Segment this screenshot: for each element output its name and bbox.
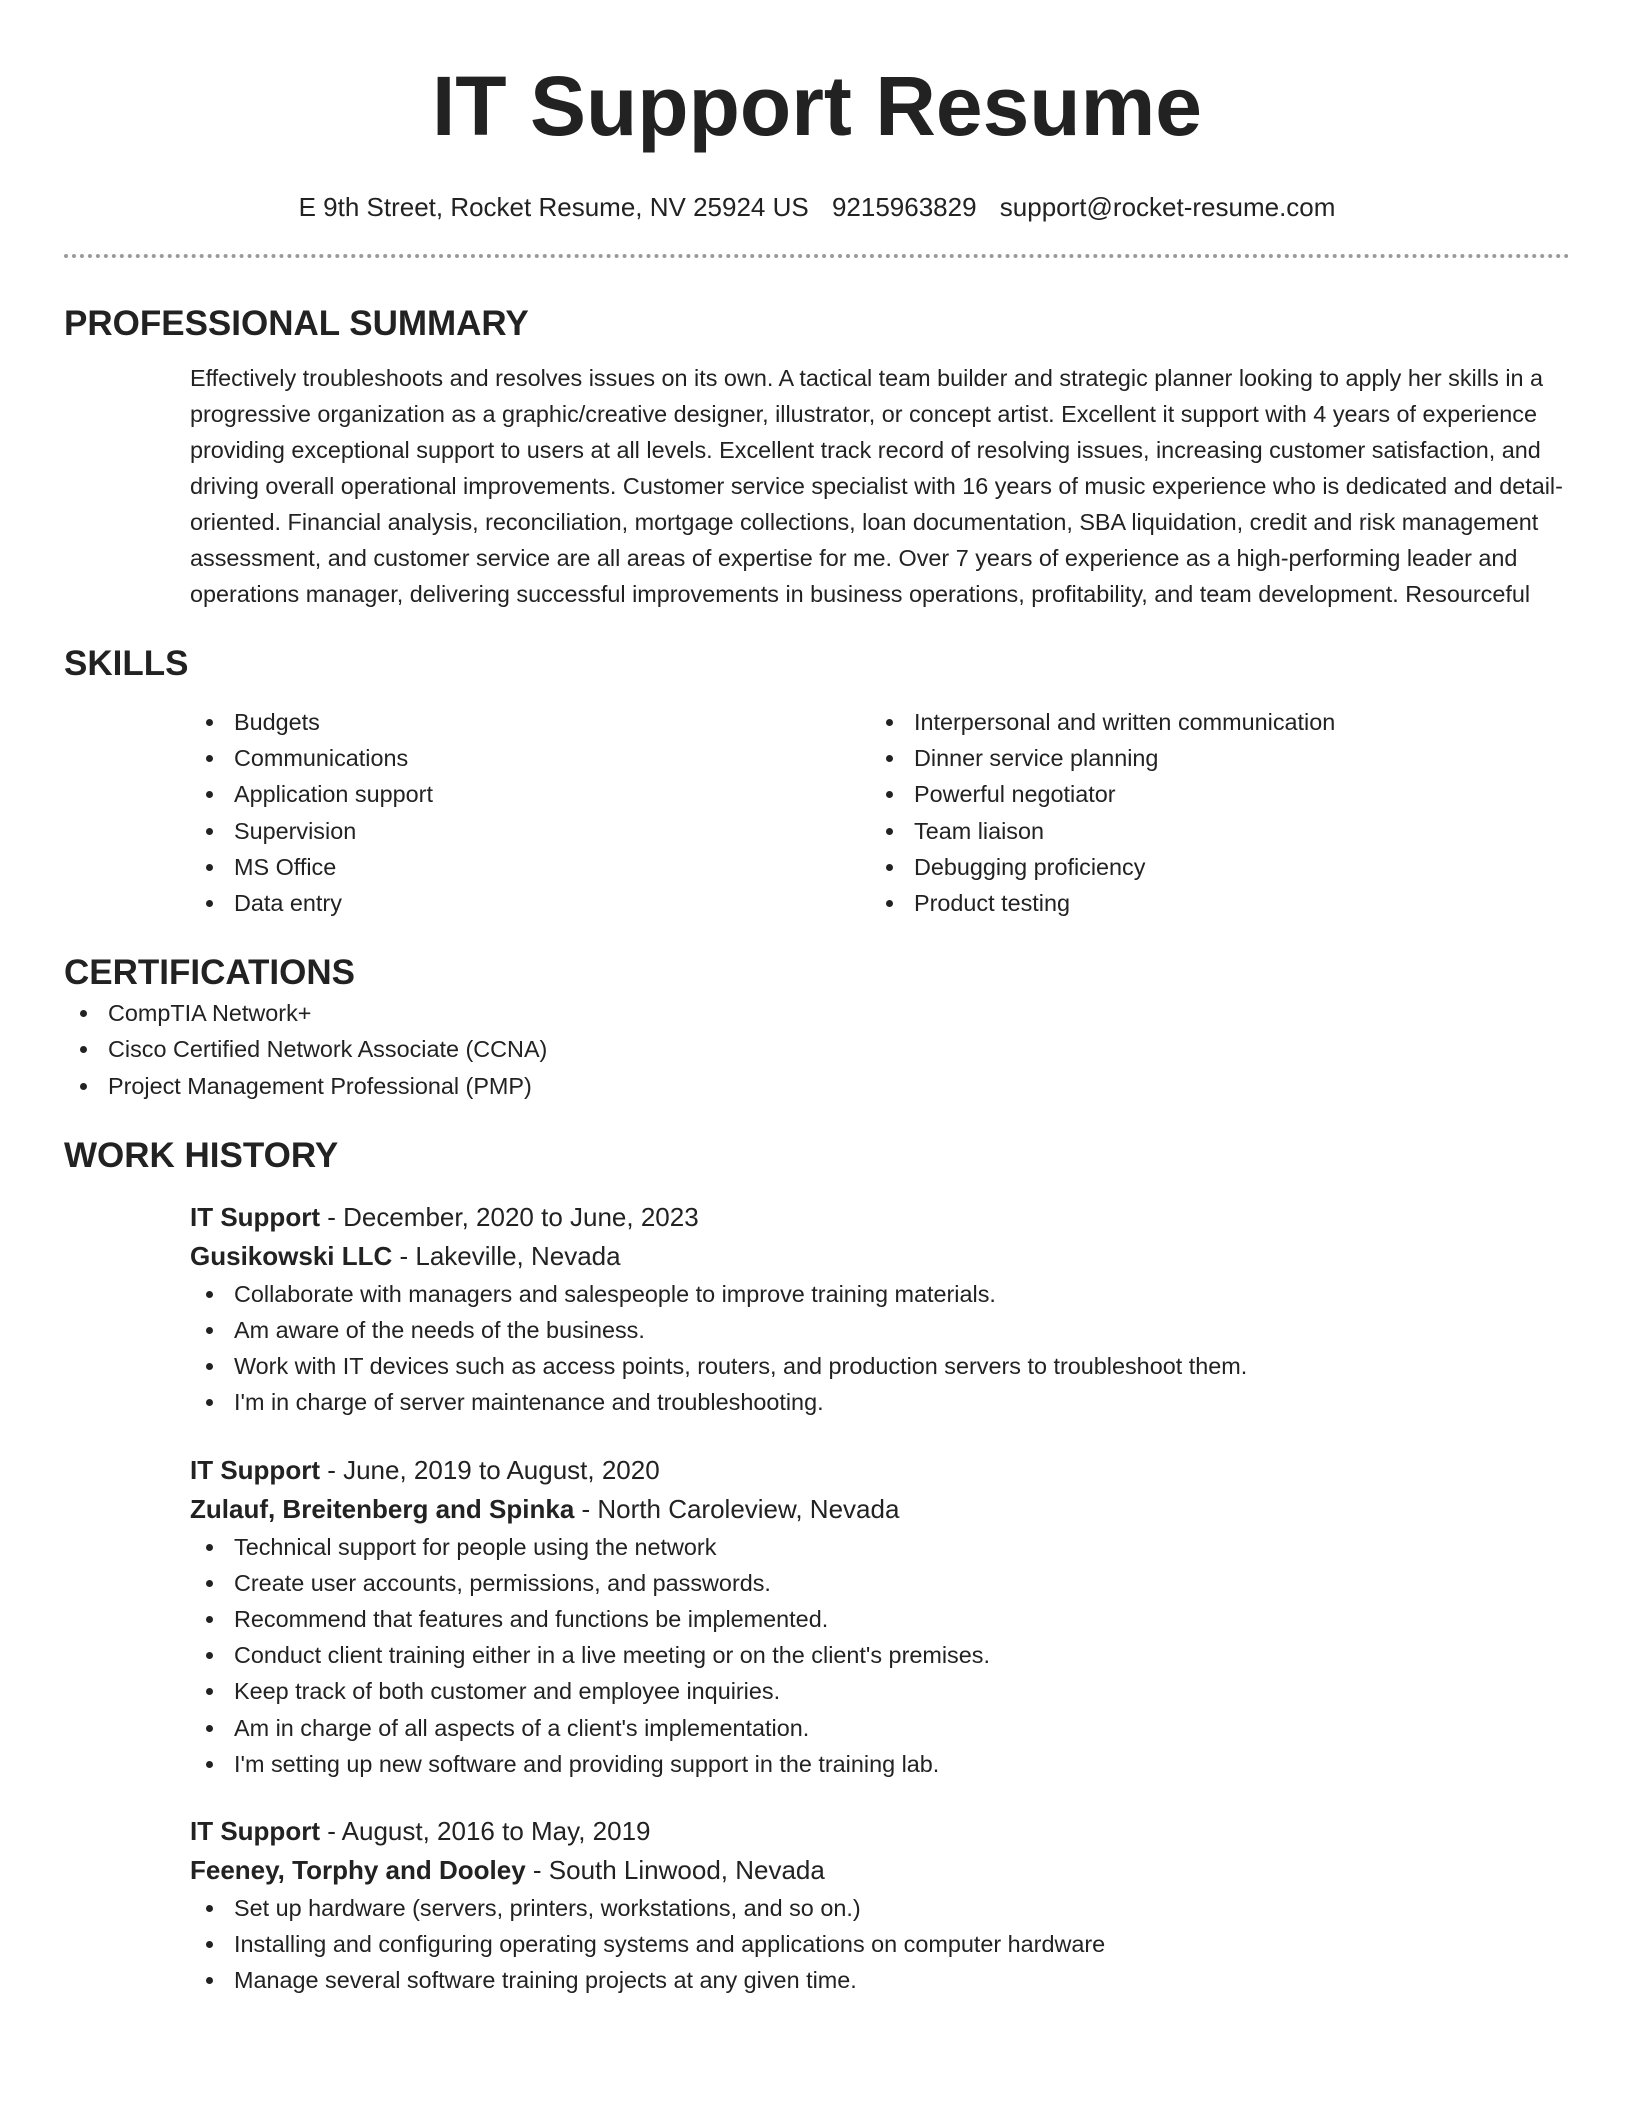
- list-item: Cisco Certified Network Associate (CCNA): [64, 1031, 1570, 1067]
- job-company-line: [190, 1851, 1570, 1890]
- list-item: Keep track of both customer and employee inquiries.: [190, 1673, 1570, 1709]
- summary-section: [64, 302, 1570, 612]
- list-item: Powerful negotiator: [870, 776, 1550, 812]
- list-item: Debugging proficiency: [870, 849, 1550, 885]
- list-item: Application support: [190, 776, 870, 812]
- job-dates: - June, 2019 to August, 2020: [319, 1454, 660, 1485]
- job-role: IT Support: [190, 1201, 320, 1232]
- list-item: Manage several software training projects at any given time.: [190, 1962, 1570, 1998]
- job-duties: [190, 1890, 1570, 1999]
- list-item: CompTIA Network+: [64, 995, 1570, 1031]
- list-item: Installing and configuring operating systems and applications on computer hardware: [190, 1926, 1570, 1962]
- list-item: Communications: [190, 740, 870, 776]
- work-history-heading: WORK HISTORY: [64, 1135, 339, 1175]
- contact-email: support@rocket-resume.com: [999, 192, 1336, 222]
- job-company: Zulauf, Breitenberg and Spinka: [190, 1493, 575, 1524]
- list-item: Collaborate with managers and salespeople to improve training materials.: [190, 1276, 1570, 1312]
- list-item: Product testing: [870, 885, 1550, 921]
- list-item: Budgets: [190, 704, 870, 740]
- list-item: Data entry: [190, 885, 870, 921]
- contact-phone: 9215963829: [831, 192, 977, 222]
- skills-left-column: [190, 704, 870, 921]
- job-dates: - August, 2016 to May, 2019: [319, 1816, 651, 1847]
- certifications-section: [64, 951, 1570, 1104]
- list-item: Recommend that features and functions be implemented.: [190, 1601, 1570, 1637]
- list-item: Conduct client training either in a live meeting or on the client's premises.: [190, 1637, 1570, 1673]
- job-company-line: [190, 1237, 1570, 1276]
- skills-grid: [190, 704, 1570, 921]
- list-item: Set up hardware (servers, printers, workstations, and so on.): [190, 1890, 1570, 1926]
- skills-right-column: [870, 704, 1550, 921]
- list-item: Create user accounts, permissions, and passwords.: [190, 1565, 1570, 1601]
- list-item: MS Office: [190, 849, 870, 885]
- list-item: Work with IT devices such as access points, routers, and production servers to troubleshoot them.: [190, 1348, 1570, 1384]
- header-divider: [64, 254, 1570, 258]
- job-company-line: [190, 1490, 1570, 1529]
- job-title-line: [190, 1451, 1570, 1490]
- job-location: - North Caroleview, Nevada: [574, 1493, 900, 1524]
- summary-heading: PROFESSIONAL SUMMARY: [64, 304, 529, 343]
- job-entry: [190, 1451, 1570, 1782]
- list-item: Am in charge of all aspects of a client's implementation.: [190, 1710, 1570, 1746]
- job-role: IT Support: [190, 1454, 320, 1485]
- job-duties: [190, 1529, 1570, 1782]
- job-entry: [190, 1198, 1570, 1421]
- job-title-line: [190, 1812, 1570, 1851]
- job-location: - South Linwood, Nevada: [525, 1855, 825, 1886]
- job-location: - Lakeville, Nevada: [392, 1240, 621, 1271]
- summary-text: Effectively troubleshoots and resolves issues on its own. A tactical team builder and strategic planner looking to apply her skills in a progressive organization as a graphic/creative designer, illustrator, or concept artist. Excellent it support with 4 years of experience providing exceptional support to users at all levels. Excellent track record of resolving issues, increasing customer satisfaction, and driving overall operational improvements. Customer service specialist with 16 years of music experience who is dedicated and detail-oriented. Financial analysis, reconciliation, mortgage collections, loan documentation, SBA liquidation, credit and risk management assessment, and customer service are all areas of expertise for me. Over 7 years of experience as a high-performing leader and operations manager, delivering successful improvements in business operations, profitability, and team development. Resourceful: [190, 365, 1563, 607]
- list-item: I'm in charge of server maintenance and troubleshooting.: [190, 1384, 1570, 1420]
- resume-page: [64, 0, 1570, 1999]
- job-title-line: [190, 1198, 1570, 1237]
- list-item: Supervision: [190, 813, 870, 849]
- list-item: Interpersonal and written communication: [870, 704, 1550, 740]
- contact-address: E 9th Street, Rocket Resume, NV 25924 US: [298, 192, 809, 222]
- certifications-list: [64, 995, 1570, 1104]
- list-item: Dinner service planning: [870, 740, 1550, 776]
- job-company: Gusikowski LLC: [190, 1240, 393, 1271]
- job-dates: - December, 2020 to June, 2023: [319, 1201, 699, 1232]
- skills-heading: SKILLS: [64, 644, 189, 683]
- resume-title: IT Support Resume: [431, 59, 1203, 153]
- list-item: I'm setting up new software and providing support in the training lab.: [190, 1746, 1570, 1782]
- job-company: Feeney, Torphy and Dooley: [190, 1855, 526, 1886]
- certifications-heading: CERTIFICATIONS: [64, 953, 356, 993]
- job-duties: [190, 1276, 1570, 1421]
- list-item: Team liaison: [870, 813, 1550, 849]
- job-role: IT Support: [190, 1816, 320, 1847]
- job-entry: [190, 1812, 1570, 1999]
- list-item: Am aware of the needs of the business.: [190, 1312, 1570, 1348]
- list-item: Technical support for people using the network: [190, 1529, 1570, 1565]
- contact-line: [64, 190, 1570, 224]
- skills-section: [64, 642, 1570, 921]
- work-history-section: [64, 1134, 1570, 1999]
- list-item: Project Management Professional (PMP): [64, 1068, 1570, 1104]
